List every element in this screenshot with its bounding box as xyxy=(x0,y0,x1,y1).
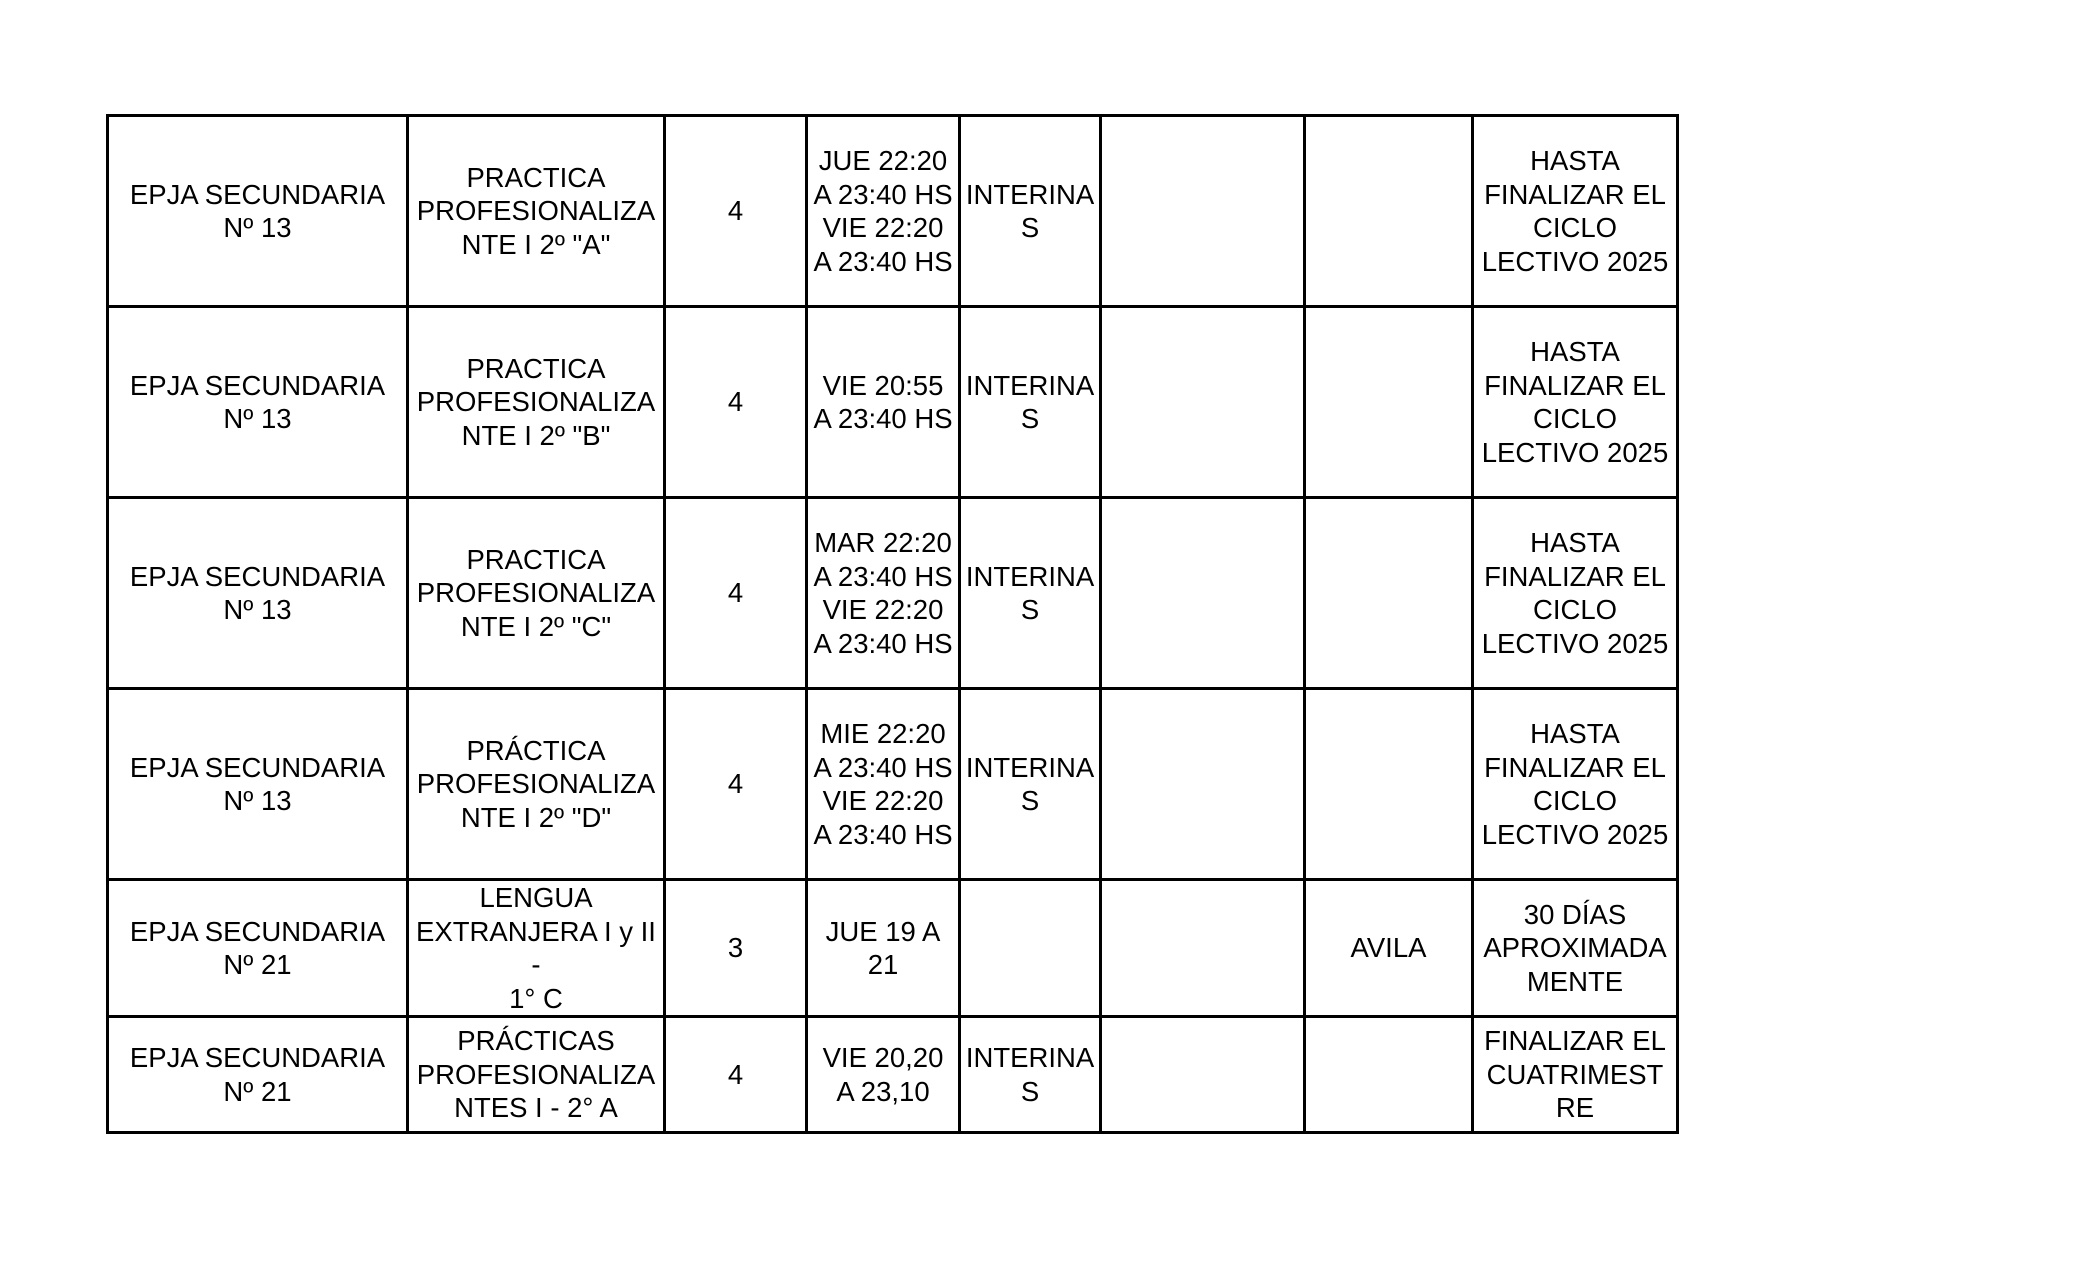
cell-text-line: A 23:40 HS xyxy=(813,178,953,210)
cell-text-line: 30 DÍAS xyxy=(1523,898,1627,930)
substitute-cell xyxy=(1305,116,1473,307)
cell-text-line: FINALIZAR EL xyxy=(1484,178,1666,210)
subject-cell xyxy=(408,498,665,689)
cell-text-line: A 23:40 HS xyxy=(813,403,953,434)
cell-text-line: EPJA SECUNDARIA xyxy=(129,178,386,210)
cell-text-line: PROFESIONALIZA xyxy=(416,577,656,609)
cell-text-line: VIE 22:20 xyxy=(822,212,944,243)
cell-text-line: Nº 21 xyxy=(223,949,292,980)
cell-text-line: LECTIVO 2025 xyxy=(1481,245,1669,277)
cell-text-line: CICLO xyxy=(1532,594,1618,625)
cell-text-line: 1° C xyxy=(509,982,563,1014)
cell-text-line: PRÁCTICA xyxy=(466,734,606,766)
hours-cell xyxy=(665,689,807,880)
subject-cell xyxy=(408,307,665,498)
cell-text-line: 4 xyxy=(727,386,744,418)
cell-text-line: S xyxy=(1020,1075,1040,1107)
cell-text-line: 3 xyxy=(727,932,744,964)
cell-text-line: Nº 13 xyxy=(223,594,292,625)
subject-cell xyxy=(408,880,665,1017)
period-cell xyxy=(1473,307,1678,498)
cell-text-line: S xyxy=(1020,594,1040,625)
cell-text-line: CUATRIMEST xyxy=(1486,1058,1664,1090)
cell-text-line: PROFESIONALIZA xyxy=(416,195,656,227)
cell-text-line: JUE 19 A xyxy=(825,915,941,947)
period-cell xyxy=(1473,116,1678,307)
cell-text-line: S xyxy=(1020,403,1040,434)
cell-text-line: AVILA xyxy=(1350,932,1427,964)
cell-text-line: INTERINA xyxy=(965,369,1095,401)
schedule-cell xyxy=(807,307,960,498)
school-cell xyxy=(108,689,408,880)
schedule-table xyxy=(106,114,1679,1134)
cell-text-line: FINALIZAR EL xyxy=(1484,751,1666,783)
cell-text-line: INTERINA xyxy=(965,1042,1095,1073)
hours-cell xyxy=(665,116,807,307)
period-cell xyxy=(1473,689,1678,880)
cell-text-line: VIE 22:20 xyxy=(822,785,944,816)
blank-cell xyxy=(1101,689,1305,880)
hours-cell xyxy=(665,498,807,689)
cell-text-line: MENTE xyxy=(1526,965,1624,997)
cell-text-line: LENGUA xyxy=(479,882,593,913)
schedule-cell xyxy=(807,1017,960,1133)
cell-text-line: RE xyxy=(1555,1092,1595,1124)
cell-text-line: EXTRANJERA I y II - xyxy=(416,915,656,980)
period-cell xyxy=(1473,498,1678,689)
cell-text-line: INTERINA xyxy=(965,178,1095,210)
table-row xyxy=(108,689,1678,880)
cell-text-line: A 23:40 HS xyxy=(813,751,953,783)
cell-text-line: EPJA SECUNDARIA xyxy=(129,751,386,783)
cell-text-line: 4 xyxy=(727,577,744,609)
cell-text-line: MIE 22:20 xyxy=(820,718,946,749)
situation-cell xyxy=(960,1017,1101,1133)
school-cell xyxy=(108,498,408,689)
cell-text-line: PROFESIONALIZA xyxy=(416,1058,656,1090)
cell-text-line: EPJA SECUNDARIA xyxy=(129,560,386,592)
cell-text-line: FINALIZAR EL xyxy=(1484,1025,1666,1057)
school-cell xyxy=(108,1017,408,1133)
school-cell xyxy=(108,880,408,1017)
cell-text-line: PROFESIONALIZA xyxy=(416,768,656,800)
substitute-cell xyxy=(1305,307,1473,498)
cell-text-line: LECTIVO 2025 xyxy=(1481,627,1669,659)
school-cell xyxy=(108,116,408,307)
schedule-cell xyxy=(807,498,960,689)
cell-text-line: S xyxy=(1020,212,1040,243)
cell-text-line: 21 xyxy=(867,949,899,980)
table-row xyxy=(108,1017,1678,1133)
cell-text-line: Nº 13 xyxy=(223,785,292,816)
cell-text-line: 4 xyxy=(727,768,744,800)
cell-text-line: JUE 22:20 xyxy=(818,145,948,176)
cell-text-line: PRÁCTICAS xyxy=(457,1025,615,1057)
cell-text-line: PRACTICA xyxy=(466,161,606,193)
cell-text-line: Nº 21 xyxy=(223,1075,292,1107)
substitute-cell xyxy=(1305,689,1473,880)
cell-text-line: 4 xyxy=(727,1058,744,1090)
cell-text-line: NTE I 2º "C" xyxy=(460,610,612,642)
schedule-cell xyxy=(807,689,960,880)
cell-text-line: PRACTICA xyxy=(466,352,606,384)
cell-text-line: LECTIVO 2025 xyxy=(1481,818,1669,850)
cell-text-line: 4 xyxy=(727,195,744,227)
substitute-cell xyxy=(1305,1017,1473,1133)
cell-text-line: NTE I 2º "B" xyxy=(461,419,611,451)
cell-text-line: A 23,10 xyxy=(836,1075,930,1107)
cell-text-line: A 23:40 HS xyxy=(813,560,953,592)
blank-cell xyxy=(1101,1017,1305,1133)
cell-text-line: HASTA xyxy=(1530,718,1620,749)
schedule-cell xyxy=(807,880,960,1017)
blank-cell xyxy=(1101,116,1305,307)
cell-text-line: EPJA SECUNDARIA xyxy=(129,369,386,401)
blank-cell xyxy=(1101,307,1305,498)
cell-text-line: A 23:40 HS xyxy=(813,818,953,850)
cell-text-line: EPJA SECUNDARIA xyxy=(129,1042,386,1073)
cell-text-line: VIE 20,20 xyxy=(822,1042,944,1073)
substitute-cell xyxy=(1305,880,1473,1017)
cell-text-line: PROFESIONALIZA xyxy=(416,386,656,418)
cell-text-line: INTERINA xyxy=(965,560,1095,592)
cell-text-line: VIE 22:20 xyxy=(822,594,944,625)
cell-text-line: NTES I - 2° A xyxy=(454,1092,618,1124)
cell-text-line: FINALIZAR EL xyxy=(1484,369,1666,401)
cell-text-line: PRACTICA xyxy=(466,543,606,575)
blank-cell xyxy=(1101,880,1305,1017)
cell-text-line: EPJA SECUNDARIA xyxy=(129,915,386,947)
cell-text-line: NTE I 2º "A" xyxy=(461,228,611,260)
situation-cell xyxy=(960,116,1101,307)
cell-text-line: A 23:40 HS xyxy=(813,245,953,277)
subject-cell xyxy=(408,1017,665,1133)
table-body xyxy=(108,116,1678,1133)
situation-cell xyxy=(960,498,1101,689)
table-row xyxy=(108,307,1678,498)
cell-text-line: NTE I 2º "D" xyxy=(460,801,612,833)
cell-text-line: CICLO xyxy=(1532,403,1618,434)
cell-text-line: HASTA xyxy=(1530,527,1620,558)
cell-text-line: INTERINA xyxy=(965,751,1095,783)
subject-cell xyxy=(408,116,665,307)
situation-cell xyxy=(960,307,1101,498)
cell-text-line: LECTIVO 2025 xyxy=(1481,436,1669,468)
table-row xyxy=(108,116,1678,307)
hours-cell xyxy=(665,880,807,1017)
table-row xyxy=(108,880,1678,1017)
situation-cell xyxy=(960,689,1101,880)
cell-text-line: Nº 13 xyxy=(223,403,292,434)
school-cell xyxy=(108,307,408,498)
cell-text-line: HASTA xyxy=(1530,145,1620,176)
situation-cell xyxy=(960,880,1101,1017)
cell-text-line: VIE 20:55 xyxy=(822,369,944,401)
hours-cell xyxy=(665,1017,807,1133)
cell-text-line: Nº 13 xyxy=(223,212,292,243)
schedule-cell xyxy=(807,116,960,307)
cell-text-line: HASTA xyxy=(1530,336,1620,367)
cell-text-line: A 23:40 HS xyxy=(813,627,953,659)
cell-text-line: APROXIMADA xyxy=(1483,932,1667,964)
cell-text-line: MAR 22:20 xyxy=(814,527,952,558)
period-cell xyxy=(1473,1017,1678,1133)
period-cell xyxy=(1473,880,1678,1017)
substitute-cell xyxy=(1305,498,1473,689)
cell-text-line: CICLO xyxy=(1532,785,1618,816)
table-row xyxy=(108,498,1678,689)
blank-cell xyxy=(1101,498,1305,689)
cell-text-line: S xyxy=(1020,785,1040,816)
subject-cell xyxy=(408,689,665,880)
cell-text-line: FINALIZAR EL xyxy=(1484,560,1666,592)
cell-text-line: CICLO xyxy=(1532,212,1618,243)
hours-cell xyxy=(665,307,807,498)
